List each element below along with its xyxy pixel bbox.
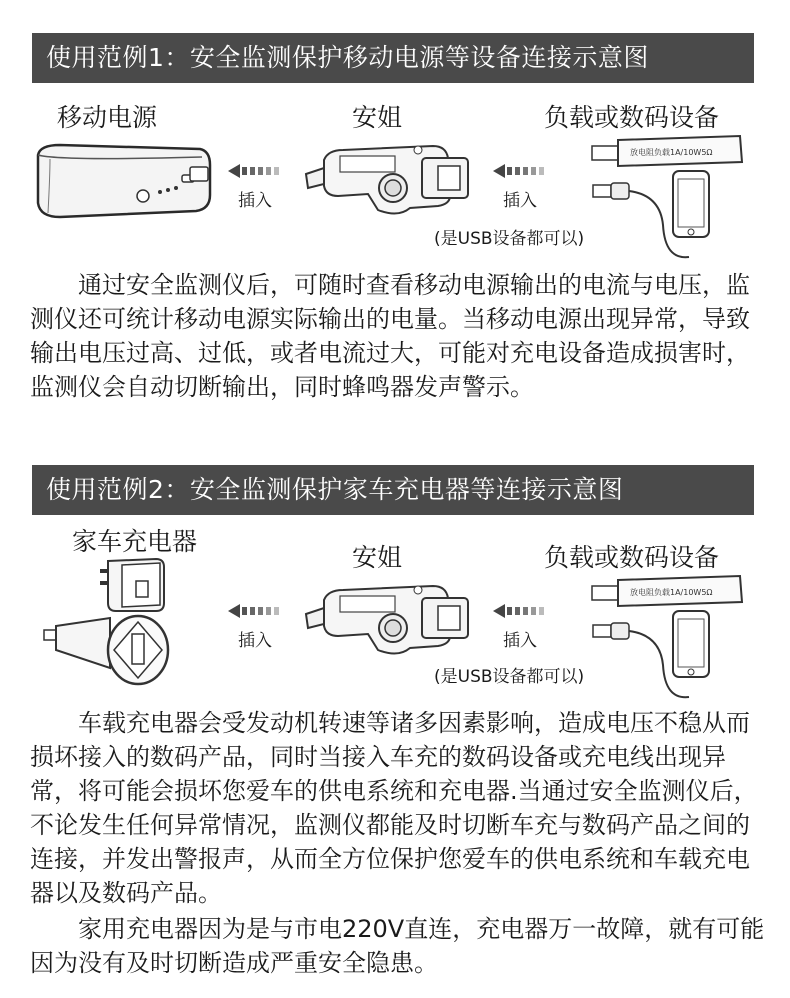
usb-note: (是USB设备都可以)	[434, 667, 585, 687]
insert-left-label: 插入	[238, 191, 272, 211]
section2-banner: 使用范例2：安全监测保护家车充电器等连接示意图	[32, 465, 754, 515]
wall-charger-illustration	[98, 555, 178, 615]
usb-cable-phone	[585, 165, 715, 270]
section1-banner: 使用范例1：安全监测保护移动电源等设备连接示意图	[32, 33, 754, 83]
arrow-left-icon	[228, 163, 284, 179]
label-monitor-device: 安姐	[352, 543, 403, 572]
section2-paragraph: 车载充电器会受发动机转速等诸多因素影响，造成电压不稳从而损坏接入的数码产品，同时当接入车充的数码设备或充电线出现异常，将可能会损坏您爱车的供电系统和充电器.当通过安全监测仪后，不论发生任何异常情况，监测仪都能及时切断车充与数码产品之间的连接，并发出警报声，从而全方位保护您爱车的供电系统和车载充电器以及数码产品。	[30, 709, 758, 907]
usb-monitor-device	[298, 138, 478, 218]
usb-cable-phone	[585, 605, 715, 710]
car-charger-illustration	[40, 612, 180, 692]
label-load-device: 负载或数码设备	[544, 103, 720, 132]
usb-note: (是USB设备都可以)	[434, 229, 585, 249]
arrow-left-icon	[228, 603, 284, 619]
insert-left-label: 插入	[238, 631, 272, 651]
section1-paragraph: 通过安全监测仪后，可随时查看移动电源输出的电流与电压，监测仪还可统计移动电源实际输出的电量。当移动电源出现异常，导致输出电压过高、过低，或者电流过大，可能对充电设备造成损害时，监测仪会自动切断输出，同时蜂鸣器发声警示。	[30, 271, 750, 401]
arrow-left-icon	[493, 163, 549, 179]
label-home-car-charger: 家车充电器	[72, 527, 198, 556]
power-bank-illustration	[30, 135, 215, 220]
label-load-device: 负载或数码设备	[544, 543, 720, 572]
arrow-left-icon	[493, 603, 549, 619]
insert-right-label: 插入	[503, 631, 537, 651]
insert-right-label: 插入	[503, 191, 537, 211]
load-stick-text: 放电阻负载1A/10W5Ω	[630, 148, 713, 157]
label-monitor-device: 安姐	[352, 103, 403, 132]
load-stick-text: 放电阻负载1A/10W5Ω	[630, 588, 713, 597]
label-power-bank: 移动电源	[57, 103, 158, 132]
section2-paragraph-2: 家用充电器因为是与市电220V直连，充电器万一故障，就有可能因为没有及时切断造成严重安全隐患。	[30, 915, 765, 977]
usb-monitor-device	[298, 578, 478, 658]
